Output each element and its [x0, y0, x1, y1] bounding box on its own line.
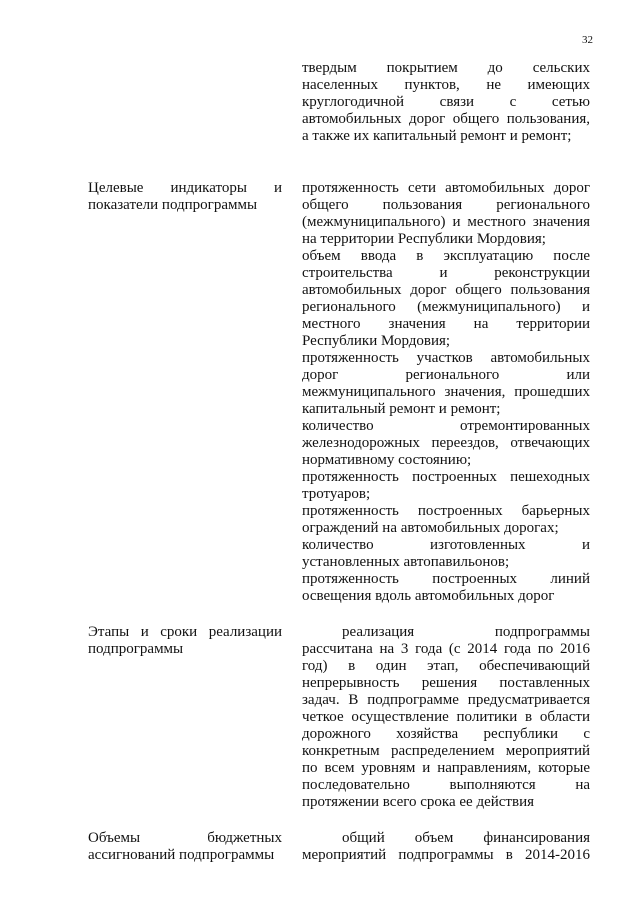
text-line: тротуаров;: [302, 486, 371, 502]
text-line: а также их капитальный ремонт и ремонт;: [302, 128, 572, 144]
text-line: мероприятий подпрограммы в 2014-2016: [302, 847, 590, 863]
label-line: ассигнований подпрограммы: [88, 847, 275, 863]
text-line: железнодорожных переездов, отвечающих: [302, 435, 590, 451]
text-line: количество отремонтированных: [302, 418, 590, 434]
text-line: межмуниципального значения, прошедших: [302, 384, 590, 400]
text-line: на территории Республики Мордовия;: [302, 231, 546, 247]
label-line: Объемы бюджетных: [88, 830, 282, 846]
label-line: подпрограммы: [88, 641, 184, 657]
text-line: протяженность построенных линий: [302, 571, 590, 587]
text-line: задач. В подпрограмме предусматривается: [302, 692, 590, 708]
text-line: рассчитана на 3 года (с 2014 года по 2016: [302, 641, 590, 657]
text-line: протяжении всего срока ее действия: [302, 794, 534, 810]
text-line: дорог регионального или: [302, 367, 590, 383]
text-line: нормативному состоянию;: [302, 452, 472, 468]
text-line: населенных пунктов, не имеющих: [302, 77, 590, 93]
text-line: ограждений на автомобильных дорогах;: [302, 520, 559, 536]
text-line: твердым покрытием до сельских: [302, 60, 590, 76]
text-line: установленных автопавильонов;: [302, 554, 510, 570]
text-line: непрерывность решения поставленных: [302, 675, 590, 691]
text-line: по всем уровням и направлениям, которые: [302, 760, 590, 776]
text-line: автомобильных дорог общего пользования,: [302, 111, 590, 127]
text-line: Республики Мордовия;: [302, 333, 451, 349]
label-line: Этапы и сроки реализации: [88, 624, 282, 640]
text-line: местного значения на территории: [302, 316, 590, 332]
text-line: круглогодичной связи с сетью: [302, 94, 590, 110]
text-line: регионального (межмуниципального) и: [302, 299, 590, 315]
text-line: (межмуниципального) и местного значения: [302, 214, 590, 230]
text-line: общий объем финансирования: [342, 830, 590, 846]
text-line: капитальный ремонт и ремонт;: [302, 401, 501, 417]
text-line: дорожного хозяйства республики с: [302, 726, 590, 742]
text-line: протяженность построенных барьерных: [302, 503, 590, 519]
text-line: четкое осуществление политики в области: [302, 709, 590, 725]
text-line: количество изготовленных и: [302, 537, 590, 553]
label-line: Целевые индикаторы и: [88, 180, 282, 196]
text-line: объем ввода в эксплуатацию после: [302, 248, 590, 264]
text-line: протяженность построенных пешеходных: [302, 469, 590, 485]
text-line: автомобильных дорог общего пользования: [302, 282, 590, 298]
label-line: показатели подпрограммы: [88, 197, 258, 213]
text-line: год) в один этап, обеспечивающий: [302, 658, 590, 674]
text-line: общего пользования регионального: [302, 197, 590, 213]
text-line: протяженность сети автомобильных дорог: [302, 180, 590, 196]
text-line: последовательно выполняются на: [302, 777, 590, 793]
page-number: 32: [582, 34, 593, 46]
text-line: освещения вдоль автомобильных дорог: [302, 588, 555, 604]
text-line: реализация подпрограммы: [342, 624, 590, 640]
text-line: строительства и реконструкции: [302, 265, 590, 281]
text-line: конкретным распределением мероприятий: [302, 743, 590, 759]
text-line: протяженность участков автомобильных: [302, 350, 590, 366]
